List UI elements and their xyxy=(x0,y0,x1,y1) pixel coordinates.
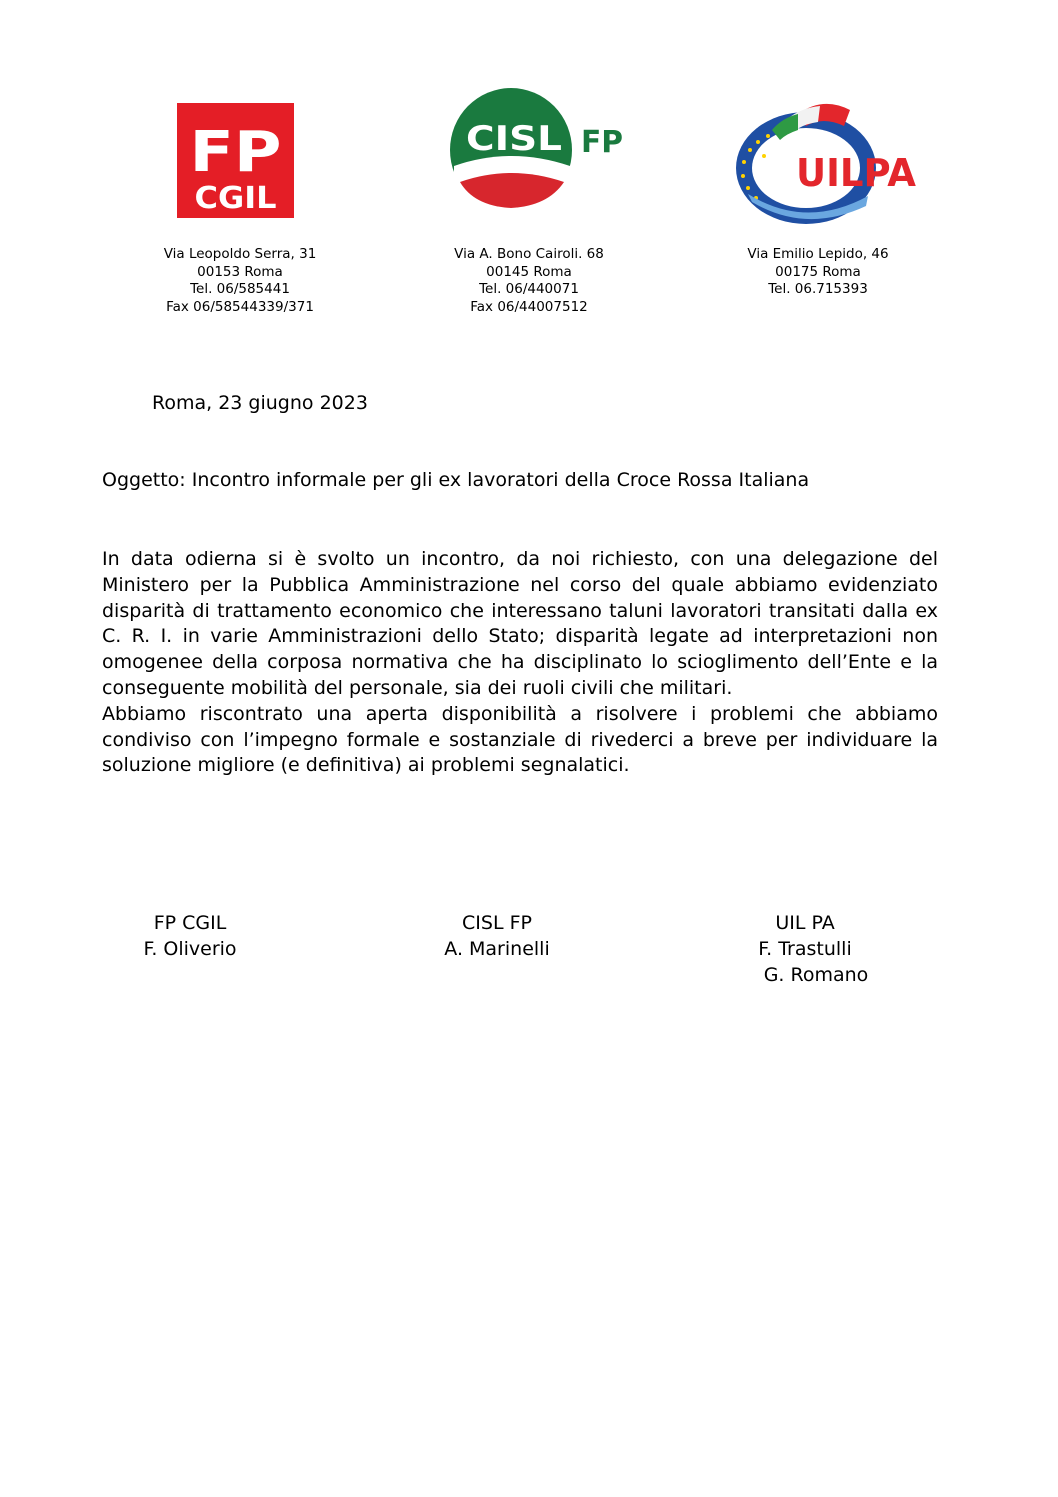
body-paragraph: In data odierna si è svolto un incontro, da noi richiesto, con una delegazione del Ministero per la Pubblica Amministrazione nel corso del quale abbiamo evidenziato disparità di trattamento economico che interessano taluni lavoratori transitati dalla ex C. R. I. in varie Amministrazioni dello Stato; disparità legate ad interpretazioni non omogenee della corposa normativa che ha disciplinato lo scioglimento dell’Ente e la conseguente mobilità del personale, sia dei ruoli civili che militari. xyxy=(102,548,938,699)
signature-name: F. Trastulli xyxy=(758,938,852,960)
signature-fp-cgil xyxy=(90,910,290,962)
address-city: 00153 Roma xyxy=(197,263,283,280)
address-street: Via Emilio Lepido, 46 xyxy=(747,246,889,262)
address-fax: Fax 06/58544339/371 xyxy=(166,298,314,315)
cisl-fp-address xyxy=(409,246,649,316)
letter-body xyxy=(102,547,938,779)
address-city: 00175 Roma xyxy=(775,263,861,280)
body-paragraph: Abbiamo riscontrato una aperta disponibilità a risolvere i problemi che abbiamo condiviso con l’impegno formale e sostanziale di rivederci a breve per individuare la soluzione migliore (e definitiva) ai problemi segnalatici. xyxy=(102,702,938,777)
address-fax: Fax 06/44007512 xyxy=(470,298,588,315)
signature-name: G. Romano xyxy=(763,964,869,986)
address-street: Via Leopoldo Serra, 31 xyxy=(163,246,317,262)
address-phone: Tel. 06/585441 xyxy=(190,281,290,297)
signature-org: FP CGIL xyxy=(153,912,227,934)
uilpa-logo xyxy=(728,96,918,228)
fp-cgil-logo xyxy=(177,103,294,218)
svg-text:CISL: CISL xyxy=(466,119,562,159)
signature-cisl-fp xyxy=(397,910,597,962)
signature-name: F. Oliverio xyxy=(143,938,237,960)
signature-name: A. Marinelli xyxy=(444,938,550,960)
address-city: 00145 Roma xyxy=(486,263,572,280)
signature-org: CISL FP xyxy=(462,912,532,934)
svg-text:FP: FP xyxy=(581,125,623,160)
address-phone: Tel. 06/440071 xyxy=(479,281,579,297)
letter-date: Roma, 23 giugno 2023 xyxy=(152,392,368,414)
svg-text:UILPA: UILPA xyxy=(796,151,917,195)
signature-org: UIL PA xyxy=(775,912,835,934)
letter-subject: Oggetto: Incontro informale per gli ex lavoratori della Croce Rossa Italiana xyxy=(102,469,810,491)
svg-text:CGIL: CGIL xyxy=(194,181,277,216)
address-street: Via A. Bono Cairoli. 68 xyxy=(454,246,604,262)
uilpa-address xyxy=(698,246,938,299)
svg-text:FP: FP xyxy=(189,120,282,185)
cisl-fp-logo xyxy=(448,86,638,216)
address-phone: Tel. 06.715393 xyxy=(768,281,868,297)
signature-uil-pa xyxy=(705,910,905,988)
fp-cgil-address xyxy=(120,246,360,316)
